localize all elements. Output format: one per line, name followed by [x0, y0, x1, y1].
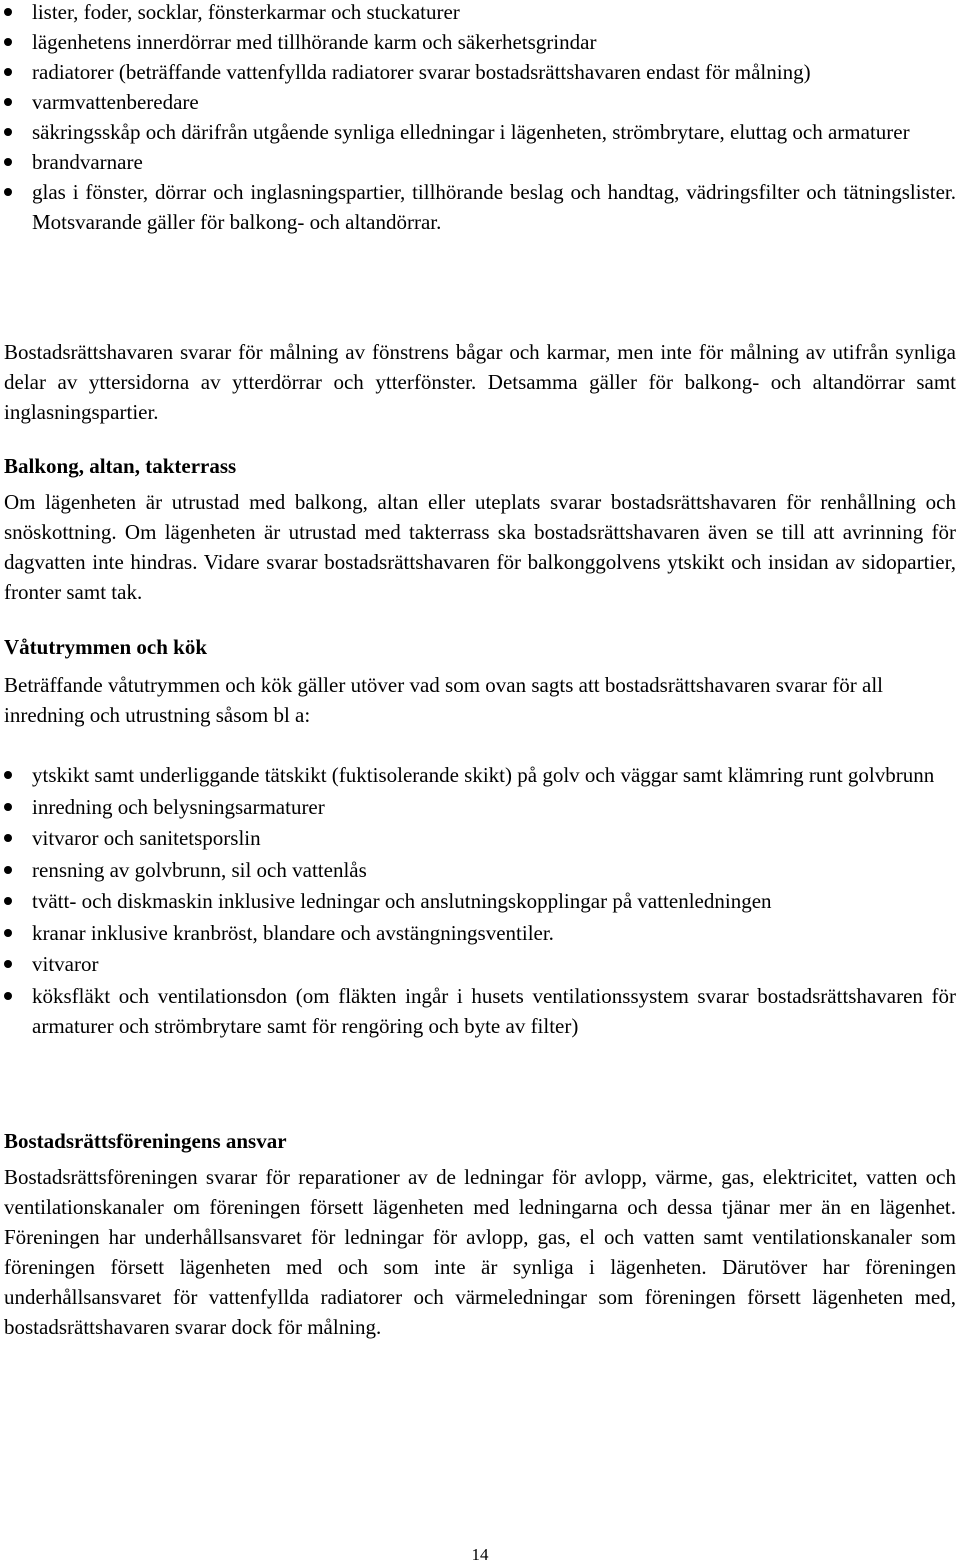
wet-rooms-list-block — [4, 760, 956, 1042]
list-item-text: kranar inklusive kranbröst, blandare och avstängningsventiler. — [32, 920, 554, 945]
bullet-icon — [4, 960, 12, 968]
list-item-text: radiatorer (beträffande vattenfyllda radiatorer svarar bostadsrättshavaren endast för målning) — [32, 60, 811, 84]
bullet-icon — [4, 8, 12, 16]
bullet-icon — [4, 38, 12, 46]
bullet-icon — [4, 771, 12, 779]
list-item — [4, 87, 956, 117]
page-number: 14 — [471, 1545, 489, 1564]
list-item-text: brandvarnare — [32, 150, 143, 174]
list-item — [4, 0, 956, 27]
list-item — [4, 27, 956, 57]
association-heading: Bostadsrättsföreningens ansvar — [4, 1129, 287, 1153]
wet-rooms-section — [4, 632, 956, 662]
list-item-text: vitvaror och sanitetsporslin — [32, 826, 261, 850]
wet-rooms-list — [4, 760, 956, 1041]
top-bullet-list-block — [4, 0, 956, 237]
bullet-icon — [4, 866, 12, 874]
list-item — [4, 981, 956, 1041]
list-item-text: lägenhetens innerdörrar med tillhörande karm och säkerhetsgrindar — [32, 30, 597, 54]
bullet-icon — [4, 188, 12, 196]
list-item-text: säkringsskåp och därifrån utgående synliga elledningar i lägenheten, strömbrytare, eluttag och armaturer — [32, 120, 910, 144]
bullet-icon — [4, 128, 12, 136]
list-item — [4, 57, 956, 87]
windows-paragraph-block — [4, 337, 956, 427]
windows-paragraph: Bostadsrättshavaren svarar för målning av fönstrens bågar och karmar, men inte för målning av utifrån synliga delar av yttersidorna av ytterdörrar och ytterfönster. Detsamma gäller för balkong- och altandörrar samt inglasningspartier. — [4, 340, 956, 424]
balcony-section — [4, 451, 956, 481]
list-item — [4, 177, 956, 237]
list-item-text: ytskikt samt underliggande tätskikt (fuktisolerande skikt) på golv och väggar samt klämring runt golvbrunn — [32, 763, 935, 787]
balcony-paragraph: Om lägenheten är utrustad med balkong, altan eller uteplats svarar bostadsrättshavaren för renhållning och snöskottning. Om lägenheten är utrustad med takterrass ska bostadsrättshavaren även se till att avrinning för dagvatten inte hindras. Vidare svarar bostadsrättshavaren för balkonggolvens ytskikt och insidan av sidopartier, fronter samt tak. — [4, 490, 956, 604]
association-paragraph: Bostadsrättsföreningen svarar för reparationer av de ledningar för avlopp, värme, gas, elektricitet, vatten och ventilationskanaler om föreningen försett lägenheten med ledningarna och dessa tjänar mer än en lägenhet. Föreningen har underhållsansvaret för ledningar för avlopp, gas, el och vatten samt ventilationskanaler som föreningen försett lägenheten med och som inte är synliga i lägenheten. Därutöver har föreningen underhållsansvaret för vattenfyllda radiatorer och värmeledningar som föreningen försett lägenheten med, bostadsrättshavaren svarar dock för målning. — [4, 1165, 956, 1339]
bullet-icon — [4, 929, 12, 937]
list-item-text: lister, foder, socklar, fönsterkarmar och stuckaturer — [32, 0, 460, 24]
list-item — [4, 760, 956, 790]
bullet-icon — [4, 897, 12, 905]
list-item — [4, 949, 956, 979]
list-item-text: vitvaror — [32, 952, 99, 976]
bullet-icon — [4, 98, 12, 106]
list-item-text: tvätt- och diskmaskin inklusive ledningar och anslutningskopplingar på vattenledningen — [32, 889, 772, 913]
list-item-text: glas i fönster, dörrar och inglasningspartier, tillhörande beslag och handtag, vädringsfilter och tätningslister. Motsvarande gäller för balkong- och altandörrar. — [32, 180, 956, 234]
list-item — [4, 147, 956, 177]
wet-rooms-heading: Våtutrymmen och kök — [4, 635, 207, 659]
bullet-icon — [4, 158, 12, 166]
list-item-text: varmvattenberedare — [32, 90, 199, 114]
list-item — [4, 918, 956, 948]
balcony-text-block — [4, 487, 956, 607]
top-bullet-list — [4, 0, 956, 237]
list-item-text: inredning och belysningsarmaturer — [32, 794, 325, 819]
list-item — [4, 823, 956, 853]
association-text-block — [4, 1162, 956, 1342]
wet-rooms-intro-block — [4, 670, 956, 730]
association-section — [4, 1126, 956, 1156]
bullet-icon — [4, 68, 12, 76]
bullet-icon — [4, 992, 12, 1000]
bullet-icon — [4, 834, 12, 842]
list-item-text: rensning av golvbrunn, sil och vattenlås — [32, 857, 367, 882]
bullet-icon — [4, 803, 12, 811]
list-item — [4, 886, 956, 916]
balcony-heading: Balkong, altan, takterrass — [4, 454, 237, 478]
wet-rooms-intro: Beträffande våtutrymmen och kök gäller utöver vad som ovan sagts att bostadsrättshavaren svarar för all inredning och utrustning såsom bl a: — [4, 673, 883, 727]
list-item-text: köksfläkt och ventilationsdon (om fläkten ingår i husets ventilationssystem svarar bostadsrättshavaren för armaturer och strömbrytare samt för rengöring och byte av filter) — [32, 983, 956, 1038]
list-item — [4, 117, 956, 147]
list-item — [4, 855, 956, 885]
list-item — [4, 792, 956, 822]
